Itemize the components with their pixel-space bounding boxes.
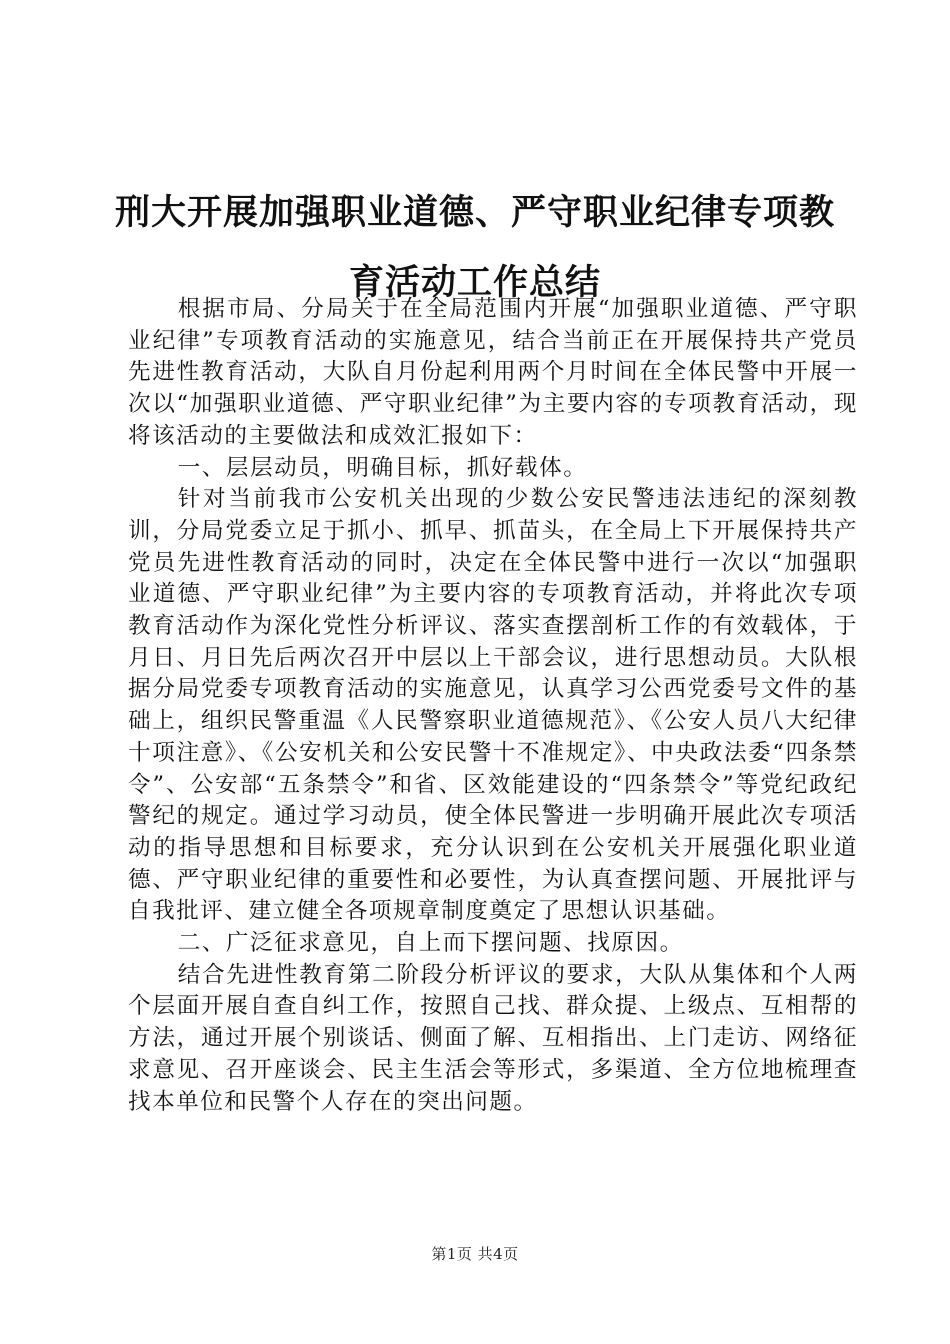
paragraph-intro: 根据市局、分局关于在全局范围内开展“加强职业道德、严守职业纪律”专项教育活动的实施意见，结合当前正在开展保持共产党员先进性教育活动，大队自月份起利用两个月时间在全体民警中开展一次以“加强职业道德、严守职业纪律”为主要内容的专项教育活动，现将该活动的主要做法和成效汇报如下： — [128, 296, 858, 449]
paragraph-section-1: 针对当前我市公安机关出现的少数公安民警违法违纪的深刻教训，分局党委立足于抓小、抓早、抓苗头，在全局上下开展保持共产党员先进性教育活动的同时，决定在全体民警中进行一次以“加强职业道德、严守职业纪律”为主要内容的专项教育活动，并将此次专项教育活动作为深化党性分析评议、落实查摆剖析工作的有效载体，于月日、月日先后两次召开中层以上干部会议，进行思想动员。大队根据分局党委专项教育活动的实施意见，认真学习公西党委号文件的基础上，组织民警重温《人民警察职业道德规范》、《公安人员八大纪律十项注意》、《公安机关和公安民警十不准规定》、中央政法委“四条禁令”、公安部“五条禁令”和省、区效能建设的“四条禁令”等党纪政纪警纪的规定。通过学习动员，使全体民警进一步明确开展此次专项活动的指导思想和目标要求，充分认识到在公安机关开展强化职业道德、严守职业纪律的重要性和必要性，为认真查摆问题、开展批评与自我批评、建立健全各项规章制度奠定了思想认识基础。 — [128, 486, 858, 925]
page-number-footer: 第1页 共4页 — [431, 1245, 519, 1263]
paragraph-section-2: 结合先进性教育第二阶段分析评议的要求，大队从集体和个人两个层面开展自查自纠工作，按照自己找、群众提、上级点、互相帮的方法，通过开展个别谈话、侧面了解、互相指出、上门走访、网络征求意见、召开座谈会、民主生活会等形式，多渠道、全方位地梳理查找本单位和民警个人存在的突出问题。 — [128, 961, 858, 1115]
section-heading-2: 二、广泛征求意见，自上而下摆问题、找原因。 — [177, 930, 684, 957]
title-line-2: 育活动工作总结 — [348, 263, 601, 303]
section-heading-1: 一、层层动员，明确目标，抓好载体。 — [177, 454, 588, 481]
title-line-1: 刑大开展加强职业道德、严守职业纪律专项教 — [114, 193, 835, 233]
document-body — [128, 294, 858, 1118]
